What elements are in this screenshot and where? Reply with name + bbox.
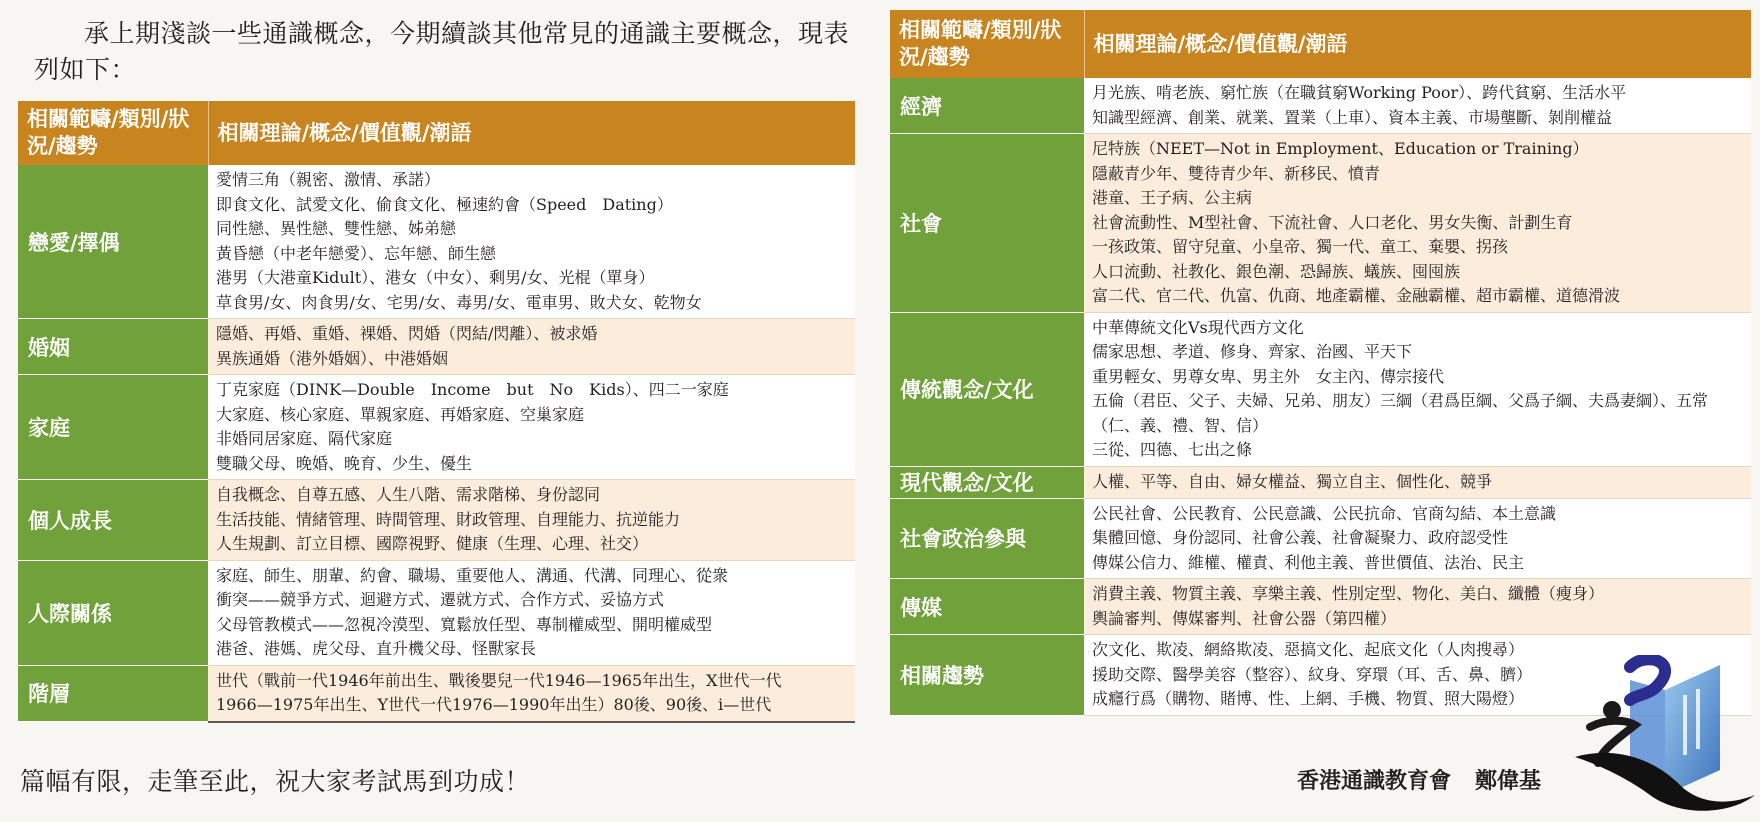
left-table-row: [18, 480, 855, 561]
category-cell: 個人成長: [18, 480, 208, 561]
concepts-table-right: [890, 10, 1751, 716]
table-header-row: [18, 101, 855, 165]
left-table-row: [18, 375, 855, 480]
left-table-body: [18, 165, 855, 722]
right-table-row: [890, 498, 1751, 579]
concepts-cell: [1084, 466, 1751, 498]
concept-line: 消費主義、物質主義、享樂主義、性別定型、物化、美白、纖體（瘦身）: [1092, 584, 1605, 603]
concepts-cell: [1084, 312, 1751, 466]
concept-line: 同性戀、異性戀、雙性戀、姊弟戀: [216, 219, 457, 238]
intro-text: 承上期淺談一些通識概念，今期續談其他常見的通識主要概念，現表列如下：: [34, 19, 850, 84]
concept-line: 輿論審判、傳媒審判、社會公器（第四權）: [1092, 608, 1397, 628]
header-concepts: 相關理論/概念/價值觀/潮語: [208, 101, 855, 165]
concept-line: 隱蔽青少年、雙待青少年、新移民、憤青: [1092, 163, 1381, 183]
category-cell: 戀愛/擇偶: [18, 165, 208, 319]
category-cell: 社會政治參與: [890, 498, 1084, 579]
right-table-row: [890, 466, 1751, 498]
concept-line: 尼特族（NEET—Not in Employment、Education or Training）: [1092, 139, 1589, 158]
category-cell: 傳統觀念/文化: [890, 312, 1084, 466]
concept-line: 雙職父母、晚婚、晚育、少生、優生: [216, 453, 473, 473]
concept-line: 異族通婚（港外婚姻）、中港婚姻: [216, 348, 449, 368]
category-cell: 經濟: [890, 78, 1084, 134]
concept-line: 丁克家庭（DINK—Double Income but No Kids）、四二一家庭: [216, 380, 729, 399]
right-table-row: [890, 78, 1751, 134]
category-cell: 社會: [890, 134, 1084, 313]
intro-paragraph: [34, 16, 854, 88]
concepts-table-left: [18, 101, 855, 723]
concept-line: 中華傳統文化Vs現代西方文化: [1092, 317, 1304, 337]
concept-line: 社會流動性、M型社會、下流社會、人口老化、男女失衡、計劃生育: [1092, 212, 1573, 232]
right-table-row: [890, 579, 1751, 635]
concept-line: 五倫（君臣、父子、夫婦、兄弟、朋友）三綱（君爲臣綱、父爲子綱、夫爲妻綱）、五常（仁、義、禮、智、信）: [1092, 391, 1709, 435]
right-table-row: [890, 312, 1751, 466]
left-table-row: [18, 319, 855, 375]
concept-line: 生活技能、情緒管理、時間管理、財政管理、自理能力、抗逆能力: [216, 509, 681, 529]
concepts-cell: [208, 480, 855, 561]
concept-line: 公民社會、公民教育、公民意識、公民抗命、官商勾結、本土意識: [1092, 503, 1557, 523]
concept-line: 一孩政策、留守兒童、小皇帝、獨一代、童工、棄嬰、拐孩: [1092, 237, 1509, 256]
concept-line: 港男（大港童Kidult）、港女（中女）、剩男/女、光棍（單身）: [216, 268, 655, 287]
concepts-cell: [208, 665, 855, 722]
concept-line: 儒家思想、孝道、修身、齊家、治國、平天下: [1092, 342, 1413, 361]
concept-line: 黃昏戀（中老年戀愛）、忘年戀、師生戀: [216, 243, 497, 263]
concept-line: 人生規劃、訂立目標、國際視野、健康（生理、心理、社交）: [216, 534, 649, 553]
closing-text: 篇幅有限，走筆至此，祝大家考試馬到功成！: [20, 767, 531, 796]
left-table-row: [18, 665, 855, 722]
category-cell: 人際關係: [18, 560, 208, 665]
category-cell: 相關趨勢: [890, 635, 1084, 716]
concept-line: 非婚同居家庭、隔代家庭: [216, 429, 393, 448]
concept-line: 隱婚、再婚、重婚、裸婚、閃婚（閃結/閃離）、被求婚: [216, 324, 598, 343]
table-header-row: [890, 10, 1751, 78]
signature-author: 鄭偉基: [1475, 769, 1542, 794]
concept-line: 家庭、師生、朋輩、約會、職場、重要他人、溝通、代溝、同理心、從衆: [216, 565, 729, 585]
concept-line: 次文化、欺凌、網絡欺凌、惡搞文化、起底文化（人肉搜尋）: [1092, 640, 1525, 659]
concept-line: 三從、四德、七出之條: [1092, 440, 1253, 459]
header-category: 相關範疇/類別/狀況/趨勢: [890, 10, 1084, 78]
concept-line: 傳媒公信力、維權、權責、利他主義、普世價值、法治、民主: [1092, 552, 1525, 572]
association-logo-icon: [1570, 655, 1760, 815]
right-table-row: [890, 134, 1751, 313]
concept-line: 集體回憶、身份認同、社會公義、社會凝聚力、政府認受性: [1092, 528, 1509, 547]
category-cell: 婚姻: [18, 319, 208, 375]
category-cell: 家庭: [18, 375, 208, 480]
concept-line: 大家庭、核心家庭、單親家庭、再婚家庭、空巢家庭: [216, 404, 585, 424]
left-table-row: [18, 165, 855, 319]
concept-line: 知識型經濟、創業、就業、置業（上車）、資本主義、市場壟斷、剝削權益: [1092, 107, 1613, 127]
concepts-cell: [208, 319, 855, 375]
concept-line: 援助交際、醫學美容（整容）、紋身、穿環（耳、舌、鼻、臍）: [1092, 664, 1533, 684]
concepts-cell: [1084, 498, 1751, 579]
concepts-cell: [1084, 579, 1751, 635]
right-table-body: [890, 78, 1751, 715]
concept-line: 港童、王子病、公主病: [1092, 188, 1253, 207]
concept-line: 成癮行爲（購物、賭博、性、上網、手機、物質、照大陽燈）: [1092, 689, 1525, 708]
concepts-cell: [1084, 78, 1751, 134]
concept-line: 衝突——競爭方式、迴避方式、遷就方式、合作方式、妥協方式: [216, 590, 665, 609]
category-cell: 現代觀念/文化: [890, 466, 1084, 498]
signature: [1297, 764, 1541, 795]
header-category: 相關範疇/類別/狀況/趨勢: [18, 101, 208, 165]
concept-line: 世代（戰前一代1946年前出生、戰後嬰兒一代1946—1965年出生，X世代一代: [216, 670, 782, 690]
concept-line: 人口流動、社教化、銀色潮、恐歸族、蟻族、囤囤族: [1092, 261, 1461, 281]
concepts-cell: [208, 165, 855, 319]
category-cell: 階層: [18, 665, 208, 722]
concept-line: 愛情三角（親密、激情、承諾）: [216, 170, 441, 189]
concepts-cell: [208, 375, 855, 480]
concepts-cell: [1084, 134, 1751, 313]
concept-line: 富二代、官二代、仇富、仇商、地產霸權、金融霸權、超市霸權、道德滑波: [1092, 286, 1621, 305]
concept-line: 父母管教模式——忽視冷漠型、寬鬆放任型、專制權威型、開明權威型: [216, 614, 713, 634]
concept-line: 人權、平等、自由、婦女權益、獨立自主、個性化、競爭: [1092, 471, 1493, 491]
concept-line: 港爸、港媽、虎父母、直升機父母、怪獸家長: [216, 639, 537, 658]
concepts-cell: [208, 560, 855, 665]
concept-line: 1966—1975年出生、Y世代一代1976—1990年出生）80後、90後、i—世代: [216, 695, 772, 714]
concept-line: 自我概念、自尊五感、人生八階、需求階梯、身份認同: [216, 485, 601, 504]
concept-line: 草食男/女、肉食男/女、宅男/女、毒男/女、電車男、敗犬女、乾物女: [216, 292, 702, 312]
header-concepts: 相關理論/概念/價值觀/潮語: [1084, 10, 1751, 78]
concept-line: 重男輕女、男尊女卑、男主外 女主內、傳宗接代: [1092, 366, 1445, 386]
signature-organization: 香港通識教育會: [1297, 769, 1452, 794]
left-table-row: [18, 560, 855, 665]
concept-line: 即食文化、試愛文化、偷食文化、極速約會（Speed Dating）: [216, 194, 673, 214]
concept-line: 月光族、啃老族、窮忙族（在職貧窮Working Poor）、跨代貧窮、生活水平: [1092, 83, 1627, 102]
category-cell: 傳媒: [890, 579, 1084, 635]
